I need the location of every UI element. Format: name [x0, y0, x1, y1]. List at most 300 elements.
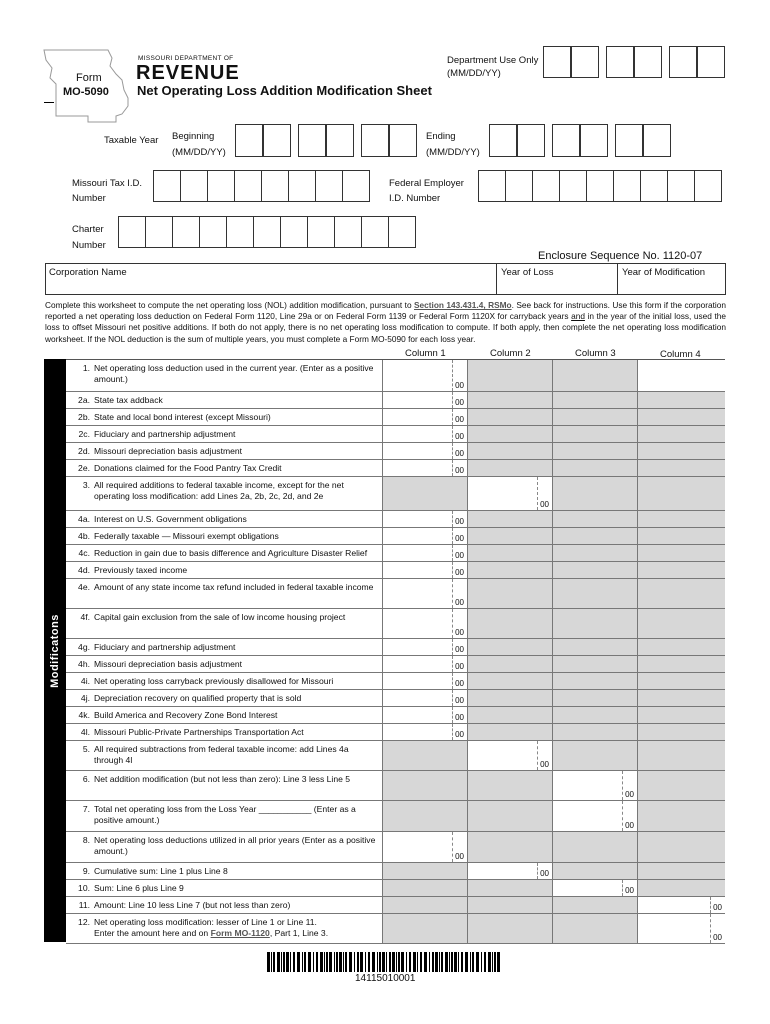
amount-input-col1[interactable]: [382, 673, 467, 689]
barcode-bar: [465, 952, 468, 972]
shaded-cell: [552, 545, 637, 561]
cents-zero: 00: [625, 821, 634, 830]
line-description: Federally taxable — Missouri exempt obligations: [94, 531, 279, 541]
worksheet-line: [66, 639, 725, 656]
shaded-cell: [637, 639, 725, 655]
line-description: Sum: Line 6 plus Line 9: [94, 883, 184, 893]
amount-input-col4[interactable]: [637, 914, 725, 943]
shaded-cell: [637, 409, 725, 425]
amount-input-col1[interactable]: [382, 690, 467, 706]
shaded-cell: [467, 656, 552, 672]
shaded-cell: [637, 656, 725, 672]
line-description: All required additions to federal taxable income, except for the net operating loss modification: add Lines 2a, 2b, 2c, 2d, and 2e: [94, 480, 344, 501]
shaded-cell: [382, 880, 467, 896]
dept-use-box[interactable]: [669, 46, 697, 78]
dept-use-box[interactable]: [634, 46, 662, 78]
worksheet-line: [66, 409, 725, 426]
amount-input-col1[interactable]: [382, 639, 467, 655]
year-of-loss-label: Year of Loss: [501, 267, 554, 278]
worksheet-line: [66, 656, 725, 673]
shaded-cell: [467, 545, 552, 561]
line-number: 2a.: [78, 395, 90, 405]
amount-input-col2[interactable]: [467, 477, 552, 510]
dept-use-format: (MM/DD/YY): [447, 68, 501, 79]
barcode-bar: [492, 952, 493, 972]
shaded-cell: [552, 477, 637, 510]
end-date-box[interactable]: [552, 124, 580, 157]
shaded-cell: [552, 392, 637, 408]
dept-use-box[interactable]: [543, 46, 571, 78]
line-description: Fiduciary and partnership adjustment: [94, 642, 236, 652]
dept-use-box[interactable]: [606, 46, 634, 78]
shaded-cell: [637, 690, 725, 706]
line-number: 12.: [78, 917, 90, 927]
end-date-box[interactable]: [580, 124, 608, 157]
worksheet-line: [66, 426, 725, 443]
shaded-cell: [467, 609, 552, 638]
shaded-cell: [467, 801, 552, 831]
barcode-bar: [451, 952, 453, 972]
shaded-cell: [552, 460, 637, 476]
shaded-cell: [382, 897, 467, 913]
amount-input-col3[interactable]: [552, 771, 637, 800]
cents-zero: 00: [455, 696, 464, 705]
barcode-bar: [345, 952, 347, 972]
shaded-cell: [637, 545, 725, 561]
shaded-cell: [382, 863, 467, 879]
divider-dash: [44, 102, 54, 103]
cents-zero: 00: [455, 730, 464, 739]
shaded-cell: [467, 409, 552, 425]
worksheet-line: [66, 741, 725, 771]
amount-input-col1[interactable]: [382, 707, 467, 723]
cents-zero: 00: [455, 713, 464, 722]
line-number: 6.: [82, 774, 90, 784]
year-of-modification-input[interactable]: [619, 278, 724, 293]
barcode-bar: [424, 952, 427, 972]
begin-date-box[interactable]: [361, 124, 389, 157]
column-1-header: Column 1: [405, 348, 446, 359]
shaded-cell: [382, 914, 467, 943]
worksheet-line: [66, 360, 725, 392]
barcode-bar: [290, 952, 291, 972]
shaded-cell: [382, 741, 467, 770]
end-date-box[interactable]: [615, 124, 643, 157]
end-date-box[interactable]: [643, 124, 671, 157]
section-link[interactable]: Section 143.431.4, RSMo: [414, 300, 512, 310]
line-description: Net operating loss deduction used in the current year. (Enter as a positive amount.): [94, 363, 374, 384]
line-description: Missouri Public-Private Partnerships Transportation Act: [94, 727, 304, 737]
barcode-bar: [313, 952, 314, 972]
line-number: 2b.: [78, 412, 90, 422]
barcode-bar: [445, 952, 448, 972]
barcode-bar: [454, 952, 457, 972]
shaded-cell: [637, 741, 725, 770]
barcode-bar: [339, 952, 342, 972]
line-number: 8.: [82, 835, 90, 845]
barcode-bar: [409, 952, 411, 972]
shaded-cell: [467, 724, 552, 740]
barcode-bar: [382, 952, 385, 972]
shaded-cell: [382, 771, 467, 800]
worksheet-grid: [66, 359, 725, 944]
begin-date-box[interactable]: [263, 124, 291, 157]
shaded-cell: [637, 832, 725, 862]
barcode-bar: [379, 952, 381, 972]
worksheet-line: [66, 707, 725, 724]
charter-label-2: Number: [72, 240, 106, 251]
barcode-bar: [392, 952, 395, 972]
amount-input-col2[interactable]: [467, 863, 552, 879]
revenue-logo: REVENUE: [136, 62, 240, 84]
barcode-bar: [293, 952, 295, 972]
barcode-bar: [420, 952, 422, 972]
barcode-bar: [372, 952, 375, 972]
cents-zero: 00: [455, 645, 464, 654]
shaded-cell: [637, 707, 725, 723]
column-4-header: Column 4: [660, 349, 701, 360]
barcode-bar: [283, 952, 285, 972]
tax-id-label: Missouri Tax I.D.: [72, 178, 143, 189]
shaded-cell: [552, 673, 637, 689]
shaded-cell: [382, 801, 467, 831]
amount-input-col3[interactable]: [552, 880, 637, 896]
line-number: 9.: [82, 866, 90, 876]
line-number: 4h.: [78, 659, 90, 669]
shaded-cell: [467, 426, 552, 442]
line-description: Missouri depreciation basis adjustment: [94, 446, 243, 456]
form-title: Net Operating Loss Addition Modification Sheet: [137, 83, 432, 98]
amount-input-col2[interactable]: [467, 741, 552, 770]
barcode-bar: [389, 952, 391, 972]
amount-input-col1[interactable]: [382, 528, 467, 544]
ending-label: Ending: [426, 131, 456, 142]
shaded-cell: [637, 724, 725, 740]
barcode-bar: [304, 952, 306, 972]
worksheet-line: [66, 724, 725, 741]
shaded-cell: [552, 360, 637, 391]
amount-input-col1[interactable]: [382, 460, 467, 476]
shaded-cell: [467, 639, 552, 655]
barcode-bar: [271, 952, 272, 972]
amount-input-col1[interactable]: [382, 511, 467, 527]
amount-input-col1[interactable]: [382, 656, 467, 672]
line-number: 4i.: [80, 676, 90, 686]
cents-zero: 00: [455, 466, 464, 475]
amount-input-col4[interactable]: [637, 897, 725, 913]
cents-zero: 00: [455, 449, 464, 458]
shaded-cell: [637, 609, 725, 638]
line-number: 10.: [78, 883, 90, 893]
shaded-cell: [552, 562, 637, 578]
fein-label-2: I.D. Number: [389, 193, 441, 204]
shaded-cell: [552, 609, 637, 638]
barcode-bar: [476, 952, 479, 972]
shaded-cell: [637, 443, 725, 459]
barcode-bar: [461, 952, 463, 972]
shaded-cell: [637, 562, 725, 578]
line-number: 7.: [82, 804, 90, 814]
amount-input-col1[interactable]: [382, 609, 467, 638]
shaded-cell: [467, 914, 552, 943]
barcode-bar: [488, 952, 491, 972]
shaded-cell: [467, 897, 552, 913]
shaded-cell: [382, 477, 467, 510]
shaded-cell: [637, 528, 725, 544]
line-description: State and local bond interest (except Missouri): [94, 412, 271, 422]
amount-input-col1[interactable]: [382, 443, 467, 459]
cents-zero: 00: [455, 598, 464, 607]
shaded-cell: [467, 443, 552, 459]
shaded-cell: [467, 562, 552, 578]
corporation-name-label: Corporation Name: [49, 267, 127, 278]
cents-zero: 00: [540, 760, 549, 769]
line-description: Net addition modification (but not less than zero): Line 3 less Line 5: [94, 774, 351, 784]
tax-id-label-2: Number: [72, 193, 106, 204]
line-description: Amount of any state income tax refund included in federal taxable income: [94, 582, 374, 592]
shaded-cell: [637, 360, 725, 391]
barcode-bar: [481, 952, 482, 972]
barcode-bar: [413, 952, 416, 972]
column-2-header: Column 2: [490, 348, 531, 359]
barcode-bar: [360, 952, 363, 972]
line-number: 2c.: [78, 429, 90, 439]
barcode-bar: [277, 952, 280, 972]
line-number: 4f.: [80, 612, 90, 622]
line-description: Interest on U.S. Government obligations: [94, 514, 247, 524]
line-number: 4g.: [78, 642, 90, 652]
worksheet-line: [66, 771, 725, 801]
barcode-bar: [302, 952, 303, 972]
modifications-sidebar: Modificatons: [44, 359, 66, 942]
shaded-cell: [552, 690, 637, 706]
shaded-cell: [552, 914, 637, 943]
shaded-cell: [467, 707, 552, 723]
line-number: 4j.: [80, 693, 90, 703]
barcode-bar: [472, 952, 474, 972]
line-description: Depreciation recovery on qualified property that is sold: [94, 693, 302, 703]
corporation-name-input[interactable]: [47, 278, 493, 293]
shaded-cell: [467, 880, 552, 896]
cents-zero: 00: [540, 500, 549, 509]
shaded-cell: [552, 426, 637, 442]
shaded-cell: [637, 511, 725, 527]
worksheet-line: [66, 690, 725, 707]
barcode-bar: [316, 952, 318, 972]
amount-input-col3[interactable]: [552, 801, 637, 831]
dept-use-box[interactable]: [571, 46, 599, 78]
shaded-cell: [637, 579, 725, 608]
cents-zero: 00: [455, 551, 464, 560]
amount-input-col1[interactable]: [382, 392, 467, 408]
year-of-modification-label: Year of Modification: [622, 267, 706, 278]
amount-input-col1[interactable]: [382, 562, 467, 578]
cents-zero: 00: [713, 933, 722, 942]
worksheet-line: [66, 880, 725, 897]
shaded-cell: [637, 880, 725, 896]
barcode-bar: [329, 952, 332, 972]
instructions: Complete this worksheet to compute the net operating loss (NOL) addition modification, pursuant to Section 143.431.4, RSMo. See back for instructions. Use this form if the corporation reported a net operating loss deduction on Federal Form 1120, Line 29a or on Federal Form 1139 or Federal Form 1120X for carryback years and in the year of the initial loss, used the loss to offset Missouri net positive additions. If both do not apply, there is no net operating loss modification to compute. If both apply, then complete the net operating loss modification worksheet. If the NOL deduction is the sum of multiple years, you must complete a Form MO-5090 for each loss year.: [45, 300, 726, 344]
amount-input-col1[interactable]: [382, 360, 467, 391]
fein-label: Federal Employer: [389, 178, 464, 189]
cents-zero: 00: [625, 790, 634, 799]
end-date-box[interactable]: [489, 124, 517, 157]
cents-zero: 00: [455, 568, 464, 577]
line-number: 5.: [82, 744, 90, 754]
begin-date-box[interactable]: [298, 124, 326, 157]
amount-input-col1[interactable]: [382, 426, 467, 442]
line-number: 4e.: [78, 582, 90, 592]
line-number: 2d.: [78, 446, 90, 456]
shaded-cell: [467, 673, 552, 689]
barcode-bar: [349, 952, 352, 972]
worksheet-line: [66, 511, 725, 528]
shaded-cell: [637, 477, 725, 510]
shaded-cell: [637, 801, 725, 831]
cents-zero: 00: [625, 886, 634, 895]
line-description: Donations claimed for the Food Pantry Tax Credit: [94, 463, 282, 473]
shaded-cell: [467, 511, 552, 527]
cents-zero: 00: [455, 381, 464, 390]
cents-zero: 00: [455, 852, 464, 861]
barcode-bar: [401, 952, 404, 972]
barcode-bar: [324, 952, 325, 972]
shaded-cell: [467, 771, 552, 800]
begin-date-box[interactable]: [389, 124, 417, 157]
amount-input-col1[interactable]: [382, 724, 467, 740]
barcode-number: 14115010001: [355, 973, 416, 984]
column-3-header: Column 3: [575, 348, 616, 359]
end-date-box[interactable]: [517, 124, 545, 157]
worksheet-line: [66, 609, 725, 639]
shaded-cell: [637, 426, 725, 442]
line-description: State tax addback: [94, 395, 163, 405]
cents-zero: 00: [455, 628, 464, 637]
barcode-bar: [273, 952, 275, 972]
form-number: MO-5090: [63, 86, 109, 98]
line-description: Amount: Line 10 less Line 7 (but not less than zero): [94, 900, 291, 910]
missouri-state-outline: [36, 44, 136, 124]
shaded-cell: [552, 443, 637, 459]
cents-zero: 00: [455, 415, 464, 424]
line-description: Cumulative sum: Line 1 plus Line 8: [94, 866, 228, 876]
line-description: All required subtractions from federal taxable income: add Lines 4a through 4l: [94, 744, 349, 765]
dept-small-text: MISSOURI DEPARTMENT OF: [138, 55, 234, 62]
amount-input-col1[interactable]: [382, 409, 467, 425]
worksheet-line: [66, 579, 725, 609]
worksheet-line: [66, 443, 725, 460]
barcode-bar: [267, 952, 270, 972]
worksheet-line: [66, 392, 725, 409]
line-number: 4b.: [78, 531, 90, 541]
shaded-cell: [552, 707, 637, 723]
barcode-bar: [470, 952, 471, 972]
barcode-bar: [432, 952, 434, 972]
worksheet-line: [66, 562, 725, 579]
worksheet-line: [66, 545, 725, 562]
form-mo1120-link[interactable]: Form MO-1120: [210, 928, 270, 938]
cents-zero: 00: [455, 679, 464, 688]
barcode-bar: [449, 952, 450, 972]
worksheet-line: [66, 801, 725, 832]
cents-zero: 00: [455, 517, 464, 526]
line-description: Reduction in gain due to basis difference and Agriculture Disaster Relief: [94, 548, 368, 558]
barcode-bar: [326, 952, 328, 972]
line-description: Net operating loss modification: lesser of Line 1 or Line 11. Enter the amount here and on Form MO-1120, Part 1, Line 3.: [94, 917, 329, 938]
shaded-cell: [467, 579, 552, 608]
barcode-bar: [297, 952, 300, 972]
barcode-bar: [441, 952, 443, 972]
line-number: 3.: [82, 480, 90, 490]
barcode-bar: [334, 952, 335, 972]
shaded-cell: [552, 528, 637, 544]
line-number: 4l.: [80, 727, 90, 737]
barcode-bar: [417, 952, 418, 972]
line-description: Net operating loss deductions utilized in all prior years (Enter as a positive amount.): [94, 835, 376, 856]
shaded-cell: [552, 832, 637, 862]
worksheet-line: [66, 528, 725, 545]
dept-use-label: Department Use Only: [447, 55, 539, 66]
charter-label: Charter: [72, 224, 104, 235]
amount-input-col1[interactable]: [382, 579, 467, 608]
shaded-cell: [637, 460, 725, 476]
barcode-bar: [365, 952, 366, 972]
cents-zero: 00: [455, 662, 464, 671]
shaded-cell: [552, 409, 637, 425]
amount-input-col1[interactable]: [382, 545, 467, 561]
begin-date-box[interactable]: [235, 124, 263, 157]
ending-format: (MM/DD/YY): [426, 147, 480, 158]
line-description: Previously taxed income: [94, 565, 188, 575]
shaded-cell: [467, 528, 552, 544]
line-description: Build America and Recovery Zone Bond Interest: [94, 710, 278, 720]
taxable-year-label: Taxable Year: [104, 135, 159, 146]
line-description: Missouri depreciation basis adjustment: [94, 659, 243, 669]
cents-zero: 00: [455, 534, 464, 543]
line-number: 11.: [78, 900, 90, 910]
shaded-cell: [552, 656, 637, 672]
shaded-cell: [467, 690, 552, 706]
cents-zero: 00: [455, 398, 464, 407]
cents-zero: 00: [713, 903, 722, 912]
year-of-loss-input[interactable]: [498, 278, 615, 293]
barcode-bar: [484, 952, 486, 972]
shaded-cell: [552, 863, 637, 879]
barcode-bar: [368, 952, 370, 972]
barcode-bar: [386, 952, 387, 972]
worksheet-line: [66, 914, 725, 944]
enclosure-sequence: Enclosure Sequence No. 1120-07: [538, 250, 703, 262]
line-number: 1.: [82, 363, 90, 373]
cents-zero: 00: [455, 432, 464, 441]
shaded-cell: [467, 832, 552, 862]
line-number: 4c.: [78, 548, 90, 558]
beginning-label: Beginning: [172, 131, 215, 142]
dept-use-box[interactable]: [697, 46, 725, 78]
begin-date-box[interactable]: [326, 124, 354, 157]
shaded-cell: [637, 392, 725, 408]
amount-input-col1[interactable]: [382, 832, 467, 862]
barcode-bar: [343, 952, 344, 972]
line-number: 4a.: [78, 514, 90, 524]
cents-zero: 00: [540, 869, 549, 878]
shaded-cell: [552, 579, 637, 608]
barcode-bar: [497, 952, 500, 972]
barcode-bar: [320, 952, 323, 972]
barcode-bar: [281, 952, 282, 972]
barcode-bar: [439, 952, 440, 972]
barcode-bar: [458, 952, 459, 972]
